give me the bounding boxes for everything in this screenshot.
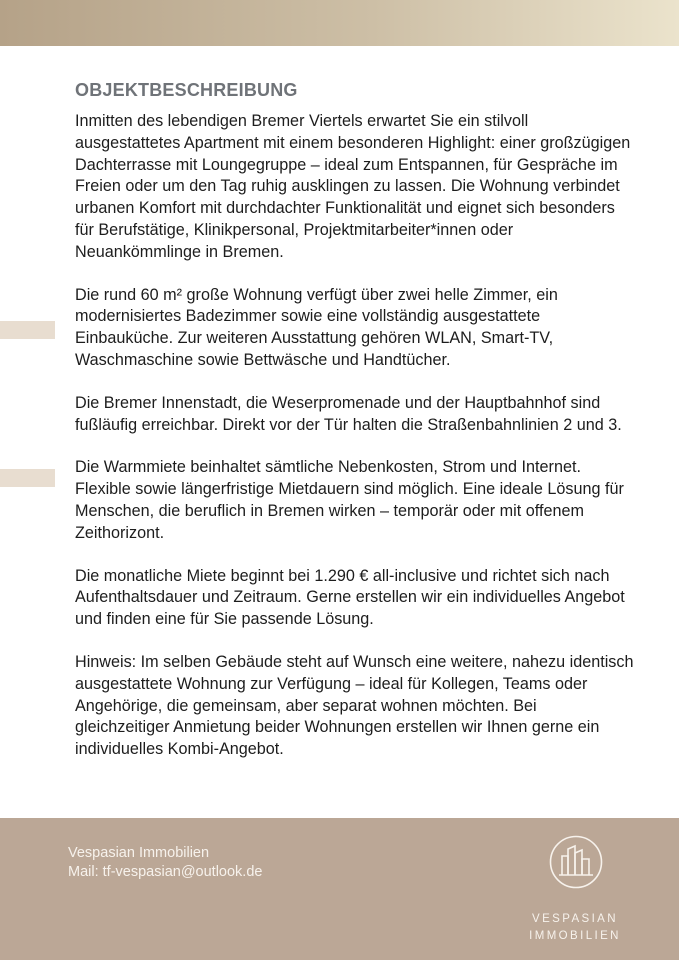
- section-heading: OBJEKTBESCHREIBUNG: [75, 80, 298, 100]
- contact-mail: Mail: tf-vespasian@outlook.de: [68, 864, 263, 880]
- paragraph-rent-terms: Die Warmmiete beinhaltet sämtliche Nebenkosten, Strom und Internet. Flexible sowie längerfristige Mietdauern sind möglich. Eine ideale Lösung für Menschen, die beruflich in Bremen wirken – temporär oder mit offenem Zeithorizont.: [75, 458, 624, 542]
- description-section: [75, 80, 635, 782]
- paragraph-intro: Inmitten des lebendigen Bremer Viertels erwartet Sie ein stilvoll ausgestattetes Apartment mit einem besonderen Highlight: einer großzügigen Dachterrasse mit Loungegruppe – ideal zum Entspannen, für Gespräche im Freien oder um den Tag ruhig ausklingen zu lassen. Die Wohnung verbindet urbanen Komfort mit durchdachter Funktionalität und eignet sich besonders für Berufstätige, Klinikpersonal, Projektmitarbeiter*innen oder Neuankömmlinge in Bremen.: [75, 112, 631, 261]
- paragraph-note: Hinweis: Im selben Gebäude steht auf Wunsch eine weitere, nahezu identisch ausgestattete Wohnung zur Verfügung – ideal für Kollegen, Teams oder Angehörige, die gemeinsam, aber separat wohnen möchten. Bei gleichzeitiger Anmietung beider Wohnungen erstellen wir Ihnen gerne ein individuelles Kombi-Angebot.: [75, 652, 634, 759]
- company-name: Vespasian Immobilien: [68, 845, 210, 861]
- footer-contact: [68, 844, 262, 882]
- paragraph-location: Die Bremer Innenstadt, die Weserpromenade und der Hauptbahnhof sind fußläufig erreichbar. Direkt vor der Tür halten die Straßenbahnlinien 2 und 3.: [75, 393, 622, 434]
- top-gradient-band: [0, 0, 679, 46]
- side-accent-tab: [0, 469, 55, 487]
- paragraph-features: Die rund 60 m² große Wohnung verfügt über zwei helle Zimmer, ein modernisiertes Badezimmer sowie eine vollständig ausgestattete Einbauküche. Zur weiteren Ausstattung gehören WLAN, Smart-TV, Waschmaschine sowie Bettwäsche und Handtücher.: [75, 285, 558, 369]
- logo-line-2: IMMOBILIEN: [529, 930, 621, 942]
- footer: [0, 818, 679, 960]
- logo-line-1: VESPASIAN: [532, 913, 618, 925]
- side-accent-tab: [0, 321, 55, 339]
- logo-wordmark: [520, 911, 630, 945]
- building-icon: [549, 835, 603, 889]
- paragraph-price: Die monatliche Miete beginnt bei 1.290 € all-inclusive und richtet sich nach Aufenthaltsdauer und Zeitraum. Gerne erstellen wir ein individuelles Angebot und finden eine für Sie passende Lösung.: [75, 566, 625, 629]
